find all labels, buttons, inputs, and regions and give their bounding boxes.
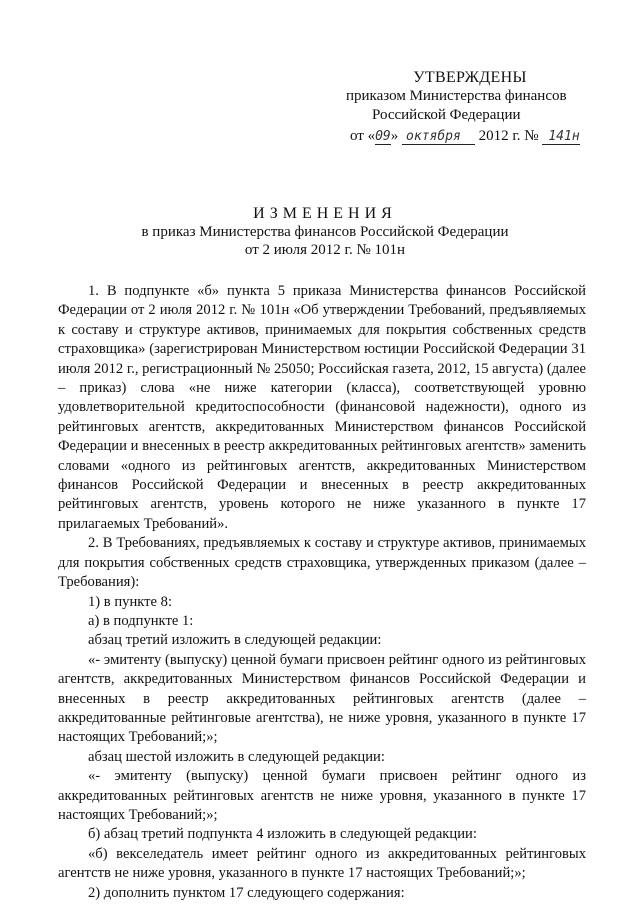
paragraph-8: «- эмитенту (выпуску) ценной бумаги присвоен рейтинг одного из аккредитованных рейтинговых агентств не ниже уровня, указанного в пункте 17 настоящих Требований;»; (58, 768, 586, 823)
approval-heading: УТВЕРЖДЕНЫ (413, 69, 527, 86)
paragraph-1: 1. В подпункте «б» пункта 5 приказа Министерства финансов Российской Федерации от 2 июля 2012 г. № 101н «Об утверждении Требований, предъявляемых к составу и структуре активов, принимаемых для покрытия собственных средств страховщика» (зарегистрирован Министерством юстиции Российской Федерации 31 июля 2012 г., регистрационный № 25050; Российская газета, 2012, 15 августа) (далее – приказ) слова «не ниже категории (класса), соответствующей уровню удовлетворительной кредитоспособности (финансовой надежности), одного из рейтинговых агентств, аккредитованных Министерством финансов Российской Федерации и внесенных в реестр аккредитованных рейтинговых агентств» заменить словами «одного из рейтинговых агентств, аккредитованных Министерством финансов Российской Федерации и внесенных в реестр аккредитованных рейтинговых агентств, уровень которого не ниже указанного в пункте 17 прилагаемых Требований». (58, 283, 586, 532)
handwritten-day: 09 (375, 129, 391, 144)
approval-line-federation: Российской Федерации (372, 107, 521, 123)
document-body (58, 282, 586, 903)
year-text: 2012 г. № (474, 128, 543, 144)
handwritten-month: октября (402, 129, 475, 145)
document-title: ИЗМЕНЕНИЯ (253, 205, 397, 222)
paragraph-3: 1) в пункте 8: (88, 593, 173, 610)
paragraph-7: абзац шестой изложить в следующей редакции: (88, 748, 385, 765)
approval-line-ministry: приказом Министерства финансов (346, 88, 567, 104)
document-subtitle-1: в приказ Министерства финансов Российской Федерации (141, 224, 509, 240)
paragraph-6: «- эмитенту (выпуску) ценной бумаги присвоен рейтинг одного из рейтинговых агентств, аккредитованных Министерством финансов Российской Федерации и внесенных в реестр аккредитованных рейтинговых агентств (далее – аккредитованные рейтинговые агентства), не ниже уровня, указанного в пункте 17 настоящих Требований;»; (58, 651, 586, 746)
handwritten-number: 141н (542, 129, 579, 145)
paragraph-5: абзац третий изложить в следующей редакции: (88, 632, 382, 649)
date-prefix: от « (350, 128, 376, 144)
paragraph-11: 2) дополнить пунктом 17 следующего содержания: (88, 884, 405, 901)
approval-block (340, 68, 600, 146)
paragraph-4: а) в подпункте 1: (88, 612, 194, 629)
paragraph-2: 2. В Требованиях, предъявляемых к составу и структуре активов, принимаемых для покрытия собственных средств страховщика, утвержденных приказом (далее – Требования): (58, 535, 586, 591)
document-title-block (60, 205, 590, 259)
paragraph-9: б) абзац третий подпункта 4 изложить в следующей редакции: (88, 826, 477, 843)
date-mid: » (390, 128, 403, 144)
paragraph-10: «б) векселедатель имеет рейтинг одного из аккредитованных рейтинговых агентств не ниже уровня, указанного в пункте 17 настоящих Требований;»; (58, 845, 586, 882)
document-subtitle-2: от 2 июля 2012 г. № 101н (244, 242, 406, 258)
approval-date-line (340, 127, 600, 146)
